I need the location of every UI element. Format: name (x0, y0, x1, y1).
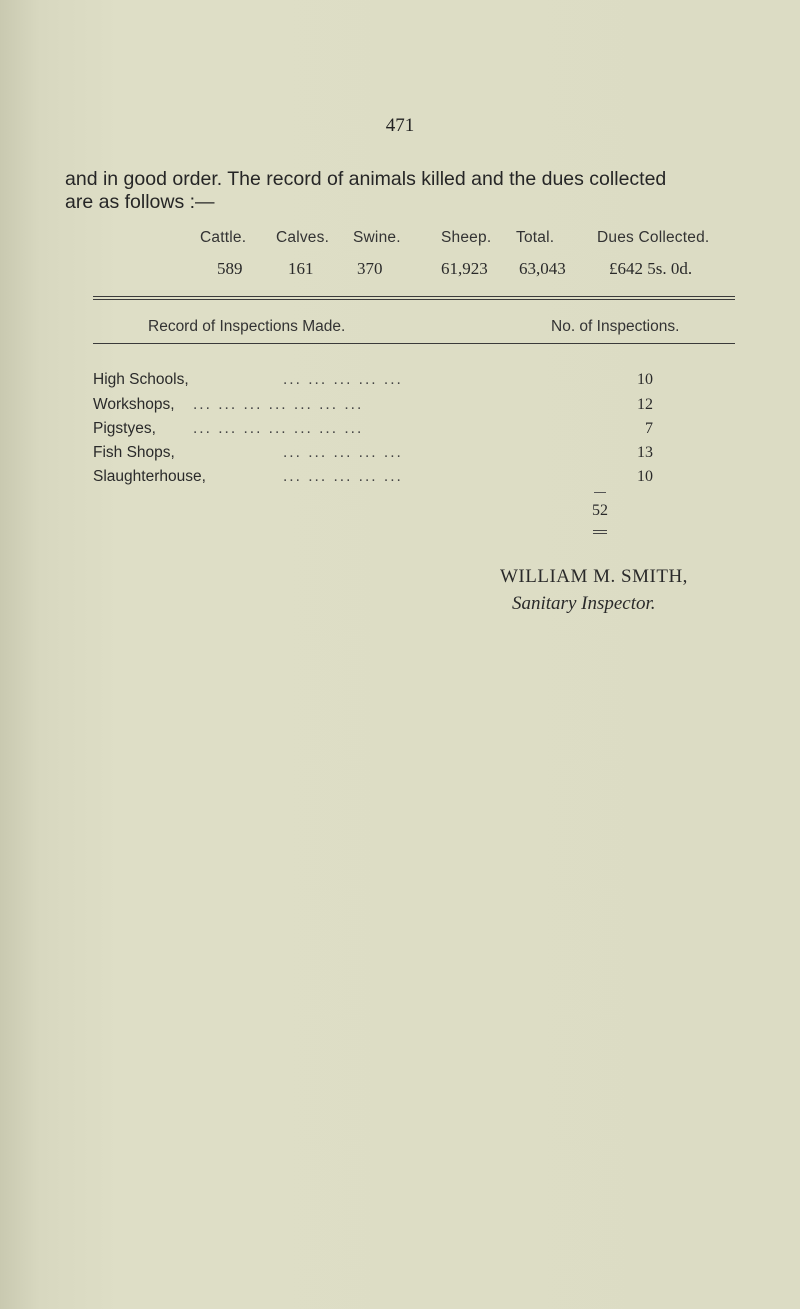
table-row (93, 420, 653, 442)
value-cattle: 589 (217, 259, 243, 278)
table-header-rule (93, 343, 735, 344)
page-number: 471 (385, 115, 415, 136)
table-top-rule-2 (93, 299, 735, 300)
inspections-total: 52 (592, 502, 608, 519)
header-swine: Swine. (353, 229, 401, 246)
table-top-rule-1 (93, 296, 735, 297)
inspections-header-left: Record of Inspections Made. (148, 318, 346, 335)
intro-line-1: and in good order. The record of animals killed and the dues collected (65, 168, 667, 190)
leader-dots: ... ... ... ... ... ... ... (193, 396, 364, 413)
row-label: Fish Shops, (93, 444, 175, 461)
intro-line-2: are as follows :— (65, 191, 215, 213)
header-cattle: Cattle. (200, 229, 247, 246)
row-label: High Schools, (93, 371, 189, 388)
row-value: 12 (637, 396, 653, 413)
row-value: 10 (637, 371, 653, 388)
value-sheep: 61,923 (441, 259, 488, 278)
row-label: Workshops, (93, 396, 175, 413)
header-sheep: Sheep. (441, 229, 492, 246)
leader-dots: ... ... ... ... ... (283, 444, 403, 461)
row-label: Slaughterhouse, (93, 468, 206, 485)
intro-paragraph (65, 168, 745, 214)
total-separator (594, 492, 606, 493)
table-row (93, 396, 653, 418)
table-row (93, 371, 653, 393)
value-dues: £642 5s. 0d. (609, 259, 693, 278)
total-double-rule-2 (593, 533, 607, 534)
row-value: 13 (637, 444, 653, 461)
row-value: 7 (645, 420, 653, 437)
leader-dots: ... ... ... ... ... ... ... (193, 420, 364, 437)
header-total: Total. (516, 229, 555, 246)
header-dues: Dues Collected. (597, 229, 710, 246)
row-value: 10 (637, 468, 653, 485)
leader-dots: ... ... ... ... ... (283, 468, 403, 485)
signature-title: Sanitary Inspector. (512, 593, 656, 614)
value-calves: 161 (288, 259, 314, 278)
value-swine: 370 (357, 259, 383, 278)
header-calves: Calves. (276, 229, 330, 246)
table-row (93, 444, 653, 466)
signature-name: WILLIAM M. SMITH, (500, 566, 688, 587)
inspections-header-right: No. of Inspections. (551, 318, 680, 335)
total-double-rule-1 (593, 530, 607, 531)
table-row (93, 468, 653, 490)
leader-dots: ... ... ... ... ... (283, 371, 403, 388)
value-total: 63,043 (519, 259, 566, 278)
row-label: Pigstyes, (93, 420, 156, 437)
